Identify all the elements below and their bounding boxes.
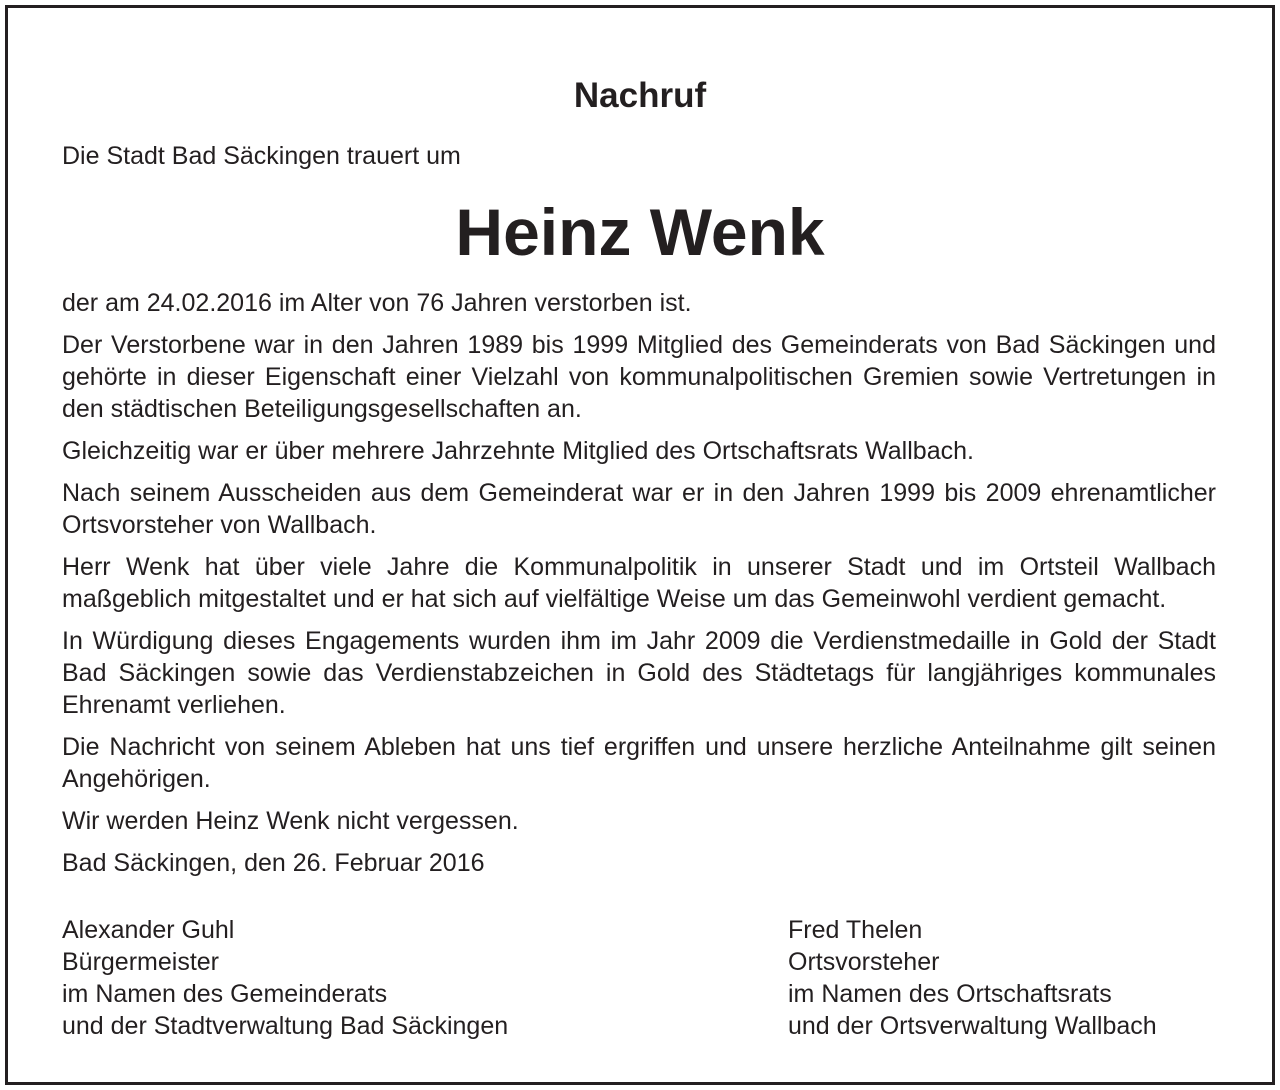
- signatory-title: Ortsvorsteher: [788, 948, 940, 976]
- paragraph-council-membership: Der Verstorbene war in den Jahren 1989 bis 1999 Mitglied des Gemeinderats von Bad Säckingen und gehörte in dieser Eigenschaft einer Vielzahl von kommunalpolitischen Gremien sowie Vertretungen in den städtischen Beteiligungsgesellschaften an.: [62, 331, 1216, 423]
- signatory-name: Alexander Guhl: [62, 916, 235, 944]
- signatory-title: Bürgermeister: [62, 948, 219, 976]
- place-and-date: Bad Säckingen, den 26. Februar 2016: [62, 849, 485, 877]
- signatory-line: und der Stadtverwaltung Bad Säckingen: [62, 1012, 509, 1040]
- paragraph-remembrance: Wir werden Heinz Wenk nicht vergessen.: [62, 807, 519, 835]
- paragraph-death-date: der am 24.02.2016 im Alter von 76 Jahren verstorben ist.: [62, 289, 692, 317]
- paragraph-honours: In Würdigung dieses Engagements wurden ihm im Jahr 2009 die Verdienstmedaille in Gold der Stadt Bad Säckingen sowie das Verdienstabzeichen in Gold des Städtetags für langjähriges kommunales Ehrenamt verliehen.: [62, 627, 1216, 719]
- notice-body: [62, 287, 1216, 889]
- signatory-line: und der Ortsverwaltung Wallbach: [788, 1012, 1157, 1040]
- signatory-name: Fred Thelen: [788, 916, 923, 944]
- signatory-line: im Namen des Gemeinderats: [62, 980, 388, 1008]
- paragraph-local-mayor: Nach seinem Ausscheiden aus dem Gemeinderat war er in den Jahren 1999 bis 2009 ehrenamtlicher Ortsvorsteher von Wallbach.: [62, 479, 1216, 539]
- paragraph-condolences: Die Nachricht von seinem Ableben hat uns tief ergriffen und unsere herzliche Anteilnahme gilt seinen Angehörigen.: [62, 733, 1216, 793]
- intro-line: Die Stadt Bad Säckingen trauert um: [62, 142, 461, 170]
- signature-block-mayor: [62, 914, 508, 1042]
- notice-heading: Nachruf: [573, 76, 707, 115]
- obituary-notice: [5, 5, 1275, 1085]
- paragraph-local-council: Gleichzeitig war er über mehrere Jahrzehnte Mitglied des Ortschaftsrats Wallbach.: [62, 437, 974, 465]
- signature-block-local-mayor: [788, 914, 1157, 1042]
- paragraph-merits: Herr Wenk hat über viele Jahre die Kommunalpolitik in unserer Stadt und im Ortsteil Wallbach maßgeblich mitgestaltet und er hat sich auf vielfältige Weise um das Gemeinwohl verdient gemacht.: [62, 553, 1216, 613]
- deceased-name: Heinz Wenk: [455, 195, 825, 269]
- signatory-line: im Namen des Ortschaftsrats: [788, 980, 1112, 1008]
